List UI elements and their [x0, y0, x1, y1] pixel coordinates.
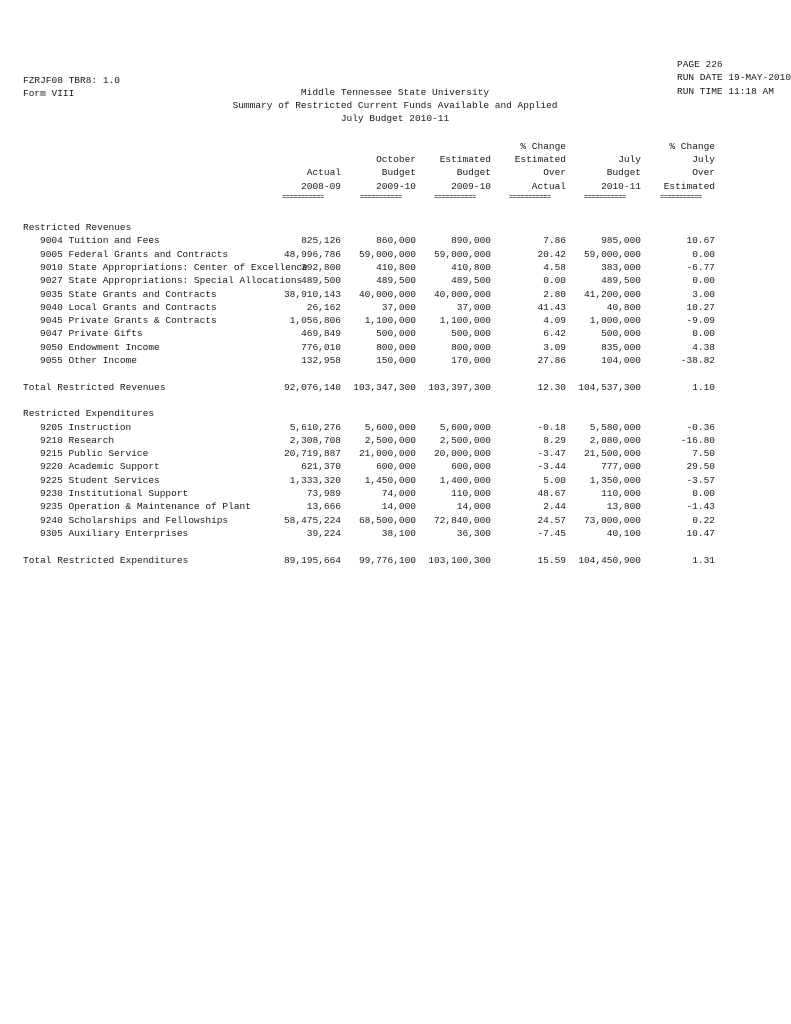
table-row: [0, 327, 770, 340]
table-row: [0, 460, 770, 473]
row-value: 0.22: [692, 515, 715, 526]
row-value: 600,000: [451, 461, 491, 472]
row-value: 73,000,000: [583, 515, 641, 526]
row-value: 0.00: [543, 275, 566, 286]
table-row: [0, 421, 770, 434]
row-value: 59,000,000: [358, 249, 416, 260]
row-value: 489,500: [451, 275, 491, 286]
row-value: 6.42: [543, 328, 566, 339]
row-value: 825,126: [301, 235, 341, 246]
row-value: 5.00: [543, 475, 566, 486]
row-value: 5,580,000: [589, 422, 641, 433]
row-value: 1,100,000: [439, 315, 491, 326]
budget-title: July Budget 2010-11: [340, 113, 450, 124]
row-value: 410,800: [451, 262, 491, 273]
column-header-line: July: [692, 154, 715, 165]
row-value: 1,400,000: [439, 475, 491, 486]
row-value: 1,350,000: [589, 475, 641, 486]
row-value: -9.09: [686, 315, 715, 326]
column-header-line: July: [618, 154, 641, 165]
column-header-line: 2009-10: [376, 181, 416, 192]
row-value: 24.57: [537, 515, 566, 526]
row-value: 29.50: [686, 461, 715, 472]
row-value: 40,000,000: [358, 289, 416, 300]
row-value: 3.00: [692, 289, 715, 300]
table-row: [0, 527, 770, 540]
row-value: 0.00: [692, 249, 715, 260]
column-header-line: Budget: [381, 167, 416, 178]
form-label: Form VIII: [23, 88, 75, 99]
row-value: 37,000: [381, 302, 416, 313]
row-value: 10.47: [686, 528, 715, 539]
row-value: 4.38: [692, 342, 715, 353]
row-value: 36,300: [456, 528, 491, 539]
row-value: -3.47: [537, 448, 566, 459]
row-label: 9047 Private Gifts: [40, 328, 143, 339]
row-value: 2.44: [543, 501, 566, 512]
row-value: 1,333,320: [289, 475, 341, 486]
row-value: 0.00: [692, 275, 715, 286]
row-value: 1,100,000: [364, 315, 416, 326]
row-value: 835,000: [601, 342, 641, 353]
row-value: 0.00: [692, 488, 715, 499]
row-value: 1.31: [692, 555, 715, 566]
row-value: 27.86: [537, 355, 566, 366]
column-rule: ===========: [509, 194, 551, 202]
row-value: 5,600,000: [439, 422, 491, 433]
row-value: 74,000: [381, 488, 416, 499]
row-value: 41,200,000: [583, 289, 641, 300]
row-label: 9220 Academic Support: [40, 461, 160, 472]
row-label: 9004 Tuition and Fees: [40, 235, 160, 246]
row-value: 985,000: [601, 235, 641, 246]
run-date: RUN DATE 19-MAY-2010: [677, 72, 791, 83]
column-header-line: 2010-11: [601, 181, 641, 192]
row-value: 0.00: [692, 328, 715, 339]
row-value: 170,000: [451, 355, 491, 366]
row-label: 9050 Endowment Income: [40, 342, 160, 353]
column-rule: ===========: [660, 194, 702, 202]
row-value: 68,500,000: [358, 515, 416, 526]
row-value: 500,000: [451, 328, 491, 339]
table-row: [0, 354, 770, 367]
table-row: [0, 514, 770, 527]
row-label: 9240 Scholarships and Fellowships: [40, 515, 229, 526]
section-heading-revenues: Restricted Revenues: [23, 222, 132, 233]
column-header-line: Estimated: [439, 154, 491, 165]
row-value: 41.43: [537, 302, 566, 313]
row-value: -38.82: [680, 355, 715, 366]
row-value: 500,000: [601, 328, 641, 339]
row-value: 5,610,276: [289, 422, 341, 433]
row-label: 9055 Other Income: [40, 355, 137, 366]
table-row: [0, 301, 770, 314]
row-value: 2,080,000: [589, 435, 641, 446]
row-label: 9027 State Appropriations: Special Allocations: [40, 275, 303, 286]
row-value: 7.86: [543, 235, 566, 246]
row-value: 20,000,000: [433, 448, 491, 459]
row-value: 4.09: [543, 315, 566, 326]
row-value: 14,000: [381, 501, 416, 512]
page-number: PAGE 226: [677, 59, 723, 70]
row-value: 40,000,000: [433, 289, 491, 300]
row-value: 2,308,708: [289, 435, 341, 446]
column-header-line: Over: [692, 167, 715, 178]
column-rule: ===========: [360, 194, 402, 202]
section-heading-expenditures: Restricted Expenditures: [23, 408, 155, 419]
institution-name: Middle Tennessee State University: [300, 87, 490, 98]
row-value: 72,840,000: [433, 515, 491, 526]
row-value: 21,000,000: [358, 448, 416, 459]
column-header-line: % Change: [520, 141, 566, 152]
column-header-line: Estimated: [514, 154, 566, 165]
row-value: 58,475,224: [283, 515, 341, 526]
column-header-line: 2008-09: [301, 181, 341, 192]
row-value: 890,000: [451, 235, 491, 246]
row-value: 2,500,000: [439, 435, 491, 446]
row-value: 48.67: [537, 488, 566, 499]
row-value: 73,989: [306, 488, 341, 499]
run-time: RUN TIME 11:18 AM: [677, 86, 774, 97]
table-row: [0, 341, 770, 354]
table-row: [0, 261, 770, 274]
row-label: 9035 State Grants and Contracts: [40, 289, 217, 300]
row-value: 5,600,000: [364, 422, 416, 433]
column-header-line: Budget: [456, 167, 491, 178]
row-value: 104,537,300: [578, 382, 641, 393]
row-value: 10.27: [686, 302, 715, 313]
row-value: 20.42: [537, 249, 566, 260]
row-value: 489,500: [601, 275, 641, 286]
row-value: 110,000: [601, 488, 641, 499]
row-value: 40,800: [606, 302, 641, 313]
row-value: 12.30: [537, 382, 566, 393]
row-label: Total Restricted Revenues: [23, 382, 166, 393]
table-row: [0, 447, 770, 460]
row-label: 9205 Instruction: [40, 422, 132, 433]
row-value: -7.45: [537, 528, 566, 539]
table-row: [0, 274, 770, 287]
row-value: 59,000,000: [583, 249, 641, 260]
row-value: 621,370: [301, 461, 341, 472]
row-label: 9045 Private Grants & Contracts: [40, 315, 217, 326]
column-rule: ===========: [584, 194, 626, 202]
table-row: [0, 248, 770, 261]
column-header-line: Actual: [531, 181, 566, 192]
row-value: 1.10: [692, 382, 715, 393]
row-value: 1,056,806: [289, 315, 341, 326]
row-value: 37,000: [456, 302, 491, 313]
row-label: 9040 Local Grants and Contracts: [40, 302, 217, 313]
row-value: 383,000: [601, 262, 641, 273]
row-value: 110,000: [451, 488, 491, 499]
column-header-line: Actual: [306, 167, 341, 178]
row-value: 48,996,786: [283, 249, 341, 260]
row-value: 13,666: [306, 501, 341, 512]
row-value: -0.18: [537, 422, 566, 433]
row-value: -6.77: [686, 262, 715, 273]
row-value: 3.09: [543, 342, 566, 353]
row-value: 7.50: [692, 448, 715, 459]
row-value: 1,450,000: [364, 475, 416, 486]
row-value: 489,500: [376, 275, 416, 286]
row-value: -3.44: [537, 461, 566, 472]
row-value: 2.80: [543, 289, 566, 300]
row-value: 38,910,143: [283, 289, 341, 300]
table-row: [0, 234, 770, 247]
row-value: 777,000: [601, 461, 641, 472]
row-label: 9005 Federal Grants and Contracts: [40, 249, 229, 260]
table-row: [0, 288, 770, 301]
row-value: 1,000,000: [589, 315, 641, 326]
row-value: 89,195,664: [283, 555, 341, 566]
row-value: -3.57: [686, 475, 715, 486]
table-row: [0, 500, 770, 513]
row-value: 26,162: [306, 302, 341, 313]
row-value: 469,849: [301, 328, 341, 339]
row-value: 10.67: [686, 235, 715, 246]
total-row-expenditures: [0, 554, 770, 567]
row-value: 21,500,000: [583, 448, 641, 459]
row-value: 38,100: [381, 528, 416, 539]
row-value: 13,800: [606, 501, 641, 512]
row-value: -16.80: [680, 435, 715, 446]
column-header-line: October: [376, 154, 416, 165]
row-value: 410,800: [376, 262, 416, 273]
row-value: 8.29: [543, 435, 566, 446]
row-value: 59,000,000: [433, 249, 491, 260]
column-header-line: Estimated: [663, 181, 715, 192]
total-row-revenues: [0, 381, 770, 394]
row-value: 800,000: [376, 342, 416, 353]
report-title: Summary of Restricted Current Funds Available and Applied: [232, 100, 558, 111]
row-value: 132,958: [301, 355, 341, 366]
row-value: -1.43: [686, 501, 715, 512]
row-value: 39,224: [306, 528, 341, 539]
row-label: 9215 Public Service: [40, 448, 149, 459]
column-header-line: % Change: [669, 141, 715, 152]
row-value: 103,397,300: [428, 382, 491, 393]
row-label: 9010 State Appropriations: Center of Excellence: [40, 262, 308, 273]
table-row: [0, 434, 770, 447]
row-label: 9210 Research: [40, 435, 115, 446]
row-value: 92,076,140: [283, 382, 341, 393]
row-value: 99,776,100: [358, 555, 416, 566]
row-label: 9230 Institutional Support: [40, 488, 189, 499]
row-label: 9225 Student Services: [40, 475, 160, 486]
row-value: 103,100,300: [428, 555, 491, 566]
column-header-line: 2009-10: [451, 181, 491, 192]
row-value: 860,000: [376, 235, 416, 246]
row-value: 150,000: [376, 355, 416, 366]
report-id: FZRJF08 TBR8: 1.0: [23, 75, 120, 86]
row-value: 4.58: [543, 262, 566, 273]
row-value: 104,450,900: [578, 555, 641, 566]
row-label: Total Restricted Expenditures: [23, 555, 189, 566]
row-value: -0.36: [686, 422, 715, 433]
row-label: 9305 Auxiliary Enterprises: [40, 528, 189, 539]
row-value: 600,000: [376, 461, 416, 472]
row-value: 104,000: [601, 355, 641, 366]
row-value: 392,800: [301, 262, 341, 273]
row-value: 489,500: [301, 275, 341, 286]
table-row: [0, 487, 770, 500]
row-value: 2,500,000: [364, 435, 416, 446]
column-header-line: Budget: [606, 167, 641, 178]
row-label: 9235 Operation & Maintenance of Plant: [40, 501, 251, 512]
row-value: 103,347,300: [353, 382, 416, 393]
row-value: 14,000: [456, 501, 491, 512]
column-rule: ===========: [434, 194, 476, 202]
row-value: 20,719,887: [283, 448, 341, 459]
row-value: 500,000: [376, 328, 416, 339]
row-value: 15.59: [537, 555, 566, 566]
table-row: [0, 314, 770, 327]
table-row: [0, 474, 770, 487]
column-header-line: Over: [543, 167, 566, 178]
column-rule: ===========: [282, 194, 324, 202]
row-value: 776,010: [301, 342, 341, 353]
row-value: 800,000: [451, 342, 491, 353]
row-value: 40,100: [606, 528, 641, 539]
